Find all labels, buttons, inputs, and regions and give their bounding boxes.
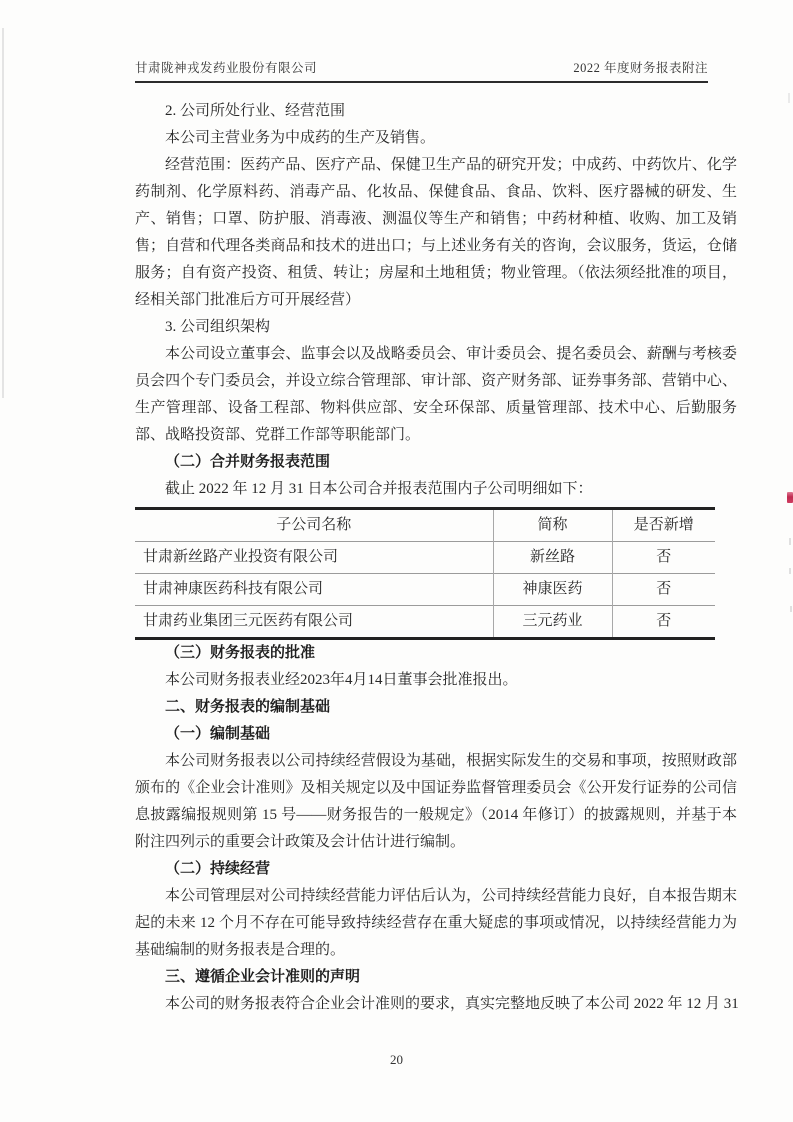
cell-subsidiary-name: 甘肃药业集团三元医药有限公司: [135, 606, 493, 639]
heading-going-concern: （二）持续经营: [165, 861, 271, 877]
page-header: [135, 50, 708, 83]
table-row: [135, 606, 715, 639]
cell-short-name: 新丝路: [493, 542, 612, 574]
table-row: [135, 574, 715, 606]
para-compliance: 本公司的财务报表符合企业会计准则的要求，真实完整地反映了本公司 2022 年 12 月 31: [165, 996, 739, 1012]
red-stamp-mark: [787, 492, 793, 503]
para-going-concern: 本公司管理层对公司持续经营能力评估后认为，公司持续经营能力良好，自本报告期末起的未来 12 个月不存在可能导致持续经营存在重大疑虑的事项或情况，以持续经营能力为基础编制的财务报表是合理的。: [135, 888, 737, 958]
cell-newly-added: 否: [656, 613, 672, 630]
heading-preparation-basis: （一）编制基础: [165, 726, 271, 742]
heading-consolidation-scope: （二）合并财务报表范围: [165, 454, 331, 470]
para-main-business: 本公司主营业务为中成药的生产及销售。: [165, 130, 436, 146]
heading-org-structure: 3. 公司组织架构: [165, 319, 271, 335]
document-body: [135, 98, 737, 1018]
cell-newly-added: 否: [656, 581, 672, 598]
subsidiaries-table: [135, 507, 715, 640]
scan-speck: [789, 568, 791, 574]
heading-preparation-basis-section: 二、财务报表的编制基础: [165, 699, 331, 715]
report-title: 2022 年度财务报表附注: [573, 61, 708, 75]
table-row: [135, 542, 715, 574]
scan-speck: [789, 538, 791, 545]
cell-subsidiary-name: 甘肃新丝路产业投资有限公司: [135, 542, 493, 574]
col-header-short-name: 简称: [493, 509, 612, 542]
table-header-row: [135, 509, 715, 542]
col-header-subsidiary-name: 子公司名称: [135, 509, 493, 542]
page-number: 20: [390, 1052, 403, 1067]
para-preparation-basis: 本公司财务报表以公司持续经营假设为基础，根据实际发生的交易和事项，按照财政部颁布的《企业会计准则》及相关规定以及中国证券监督管理委员会《公开发行证券的公司信息披露编报规则第 15 号——财务报告的一般规定》（2014 年修订）的披露规则，并基于本附注四列示的重要会计政策及会计估计进行编制。: [135, 753, 737, 850]
para-org-structure: 本公司设立董事会、监事会以及战略委员会、审计委员会、提名委员会、薪酬与考核委员会四个专门委员会，并设立综合管理部、审计部、资产财务部、证券事务部、营销中心、生产管理部、设备工程部、物料供应部、安全环保部、质量管理部、技术中心、后勤服务部、战略投资部、党群工作部等职能部门。: [135, 346, 737, 443]
cell-short-name: 三元药业: [493, 606, 612, 639]
company-name: 甘肃陇神戎发药业股份有限公司: [135, 61, 318, 75]
scan-edge-artifact: [2, 28, 4, 398]
para-consolidation-intro: 截止 2022 年 12 月 31 日本公司合并报表范围内子公司明细如下：: [165, 481, 593, 497]
cell-short-name: 神康医药: [493, 574, 612, 606]
cell-subsidiary-name: 甘肃神康医药科技有限公司: [135, 574, 493, 606]
cell-newly-added: 否: [656, 549, 672, 566]
col-header-newly-added: 是否新增: [633, 517, 694, 534]
para-business-scope: 经营范围：医药产品、医疗产品、保健卫生产品的研究开发；中成药、中药饮片、化学药制剂、化学原料药、消毒产品、化妆品、保健食品、食品、饮料、医疗器械的研发、生产、销售；口罩、防护服、消毒液、测温仪等生产和销售；中药材种植、收购、加工及销售；自营和代理各类商品和技术的进出口；与上述业务有关的咨询，会议服务，货运，仓储服务；自有资产投资、租赁、转让；房屋和土地租赁；物业管理。（依法须经批准的项目，经相关部门批准后方可开展经营）: [135, 157, 737, 308]
para-approval: 本公司财务报表业经2023年4月14日董事会批准报出。: [165, 672, 518, 688]
page-footer: [0, 1052, 793, 1068]
scan-speck: [788, 93, 790, 103]
scan-speck: [790, 606, 792, 612]
heading-statements-approval: （三）财务报表的批准: [165, 645, 316, 661]
heading-compliance-statement: 三、遵循企业会计准则的声明: [165, 969, 361, 985]
heading-industry-scope: 2. 公司所处行业、经营范围: [165, 103, 346, 119]
